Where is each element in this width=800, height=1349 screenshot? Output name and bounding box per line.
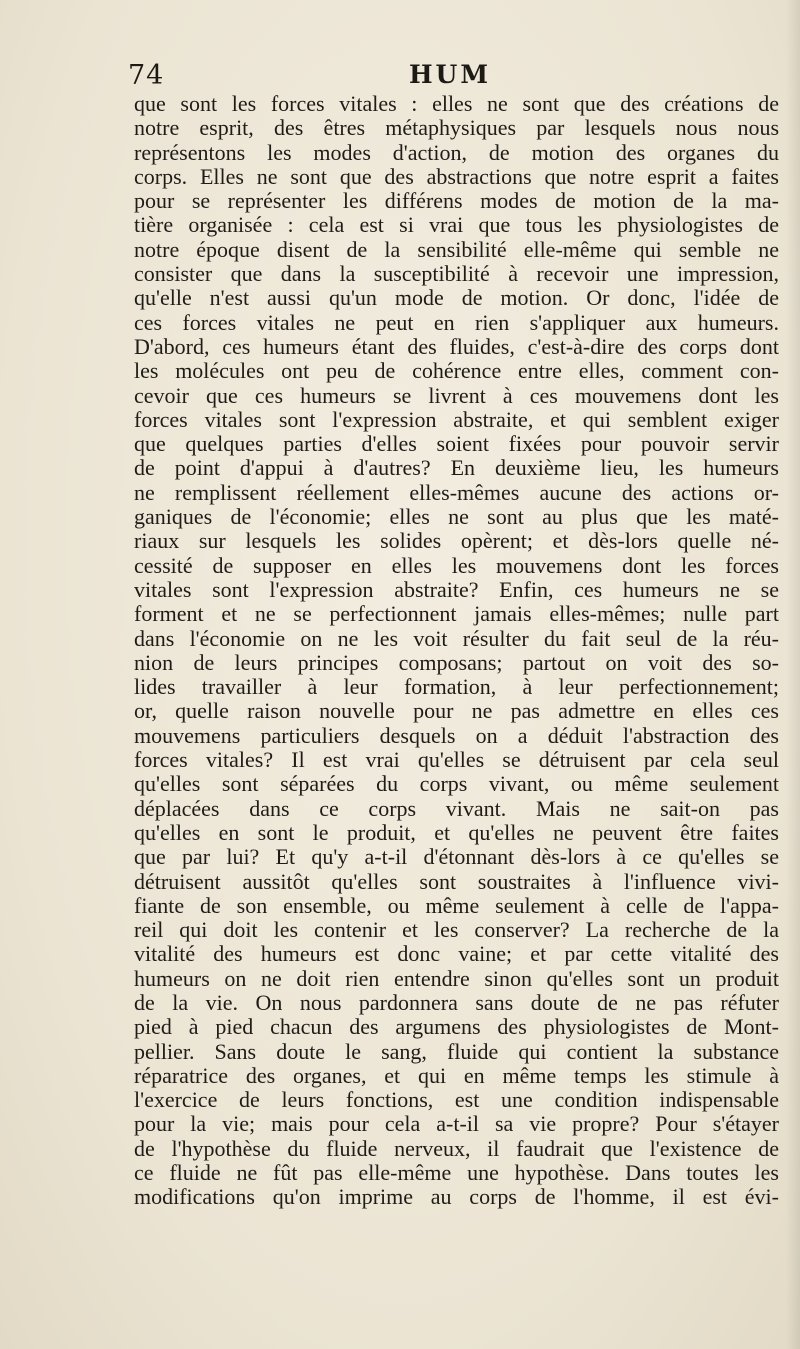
text-line: humeurs on ne doit rien entendre sinon qu'elles sont un produit (134, 965, 779, 991)
page-edge-shadow (786, 0, 800, 1349)
text-line: que quelques parties d'elles soient fixées pour pouvoir servir (134, 431, 779, 457)
text-line: ce fluide ne fût pas elle-même une hypothèse. Dans toutes les (134, 1160, 779, 1186)
text-line: cevoir que ces humeurs se livrent à ces mouvemens dont les (134, 382, 779, 408)
text-line: ganiques de l'économie; elles ne sont au plus que les maté- (134, 504, 779, 530)
text-line: ne remplissent réellement elles-mêmes aucune des actions or- (134, 479, 779, 505)
page-number: 74 (128, 60, 165, 91)
text-line: pour se représenter les différens modes de motion de la ma- (134, 188, 779, 214)
text-line: de la vie. On nous pardonnera sans doute de ne pas réfuter (134, 989, 779, 1015)
text-line: reil qui doit les contenir et les conserver? La recherche de la (134, 917, 779, 943)
text-line: notre époque disent de la sensibilité elle-même qui semble ne (134, 236, 779, 262)
text-line: de l'hypothèse du fluide nerveux, il faudrait que l'existence de (134, 1135, 779, 1161)
text-line: réparatrice des organes, et qui en même temps les stimule à (134, 1062, 779, 1088)
text-line: mouvemens particuliers desquels on a déduit l'abstraction des (134, 722, 779, 748)
text-line: lides travailler à leur formation, à leur perfectionnement; (134, 674, 779, 700)
text-line: cessité de supposer en elles les mouvemens dont les forces (134, 552, 779, 578)
text-line: qu'elles en sont le produit, et qu'elles ne peuvent être faites (134, 819, 779, 845)
text-line: ces forces vitales ne peut en rien s'appliquer aux humeurs. (134, 309, 779, 335)
text-line: D'abord, ces humeurs étant des fluides, c'est-à-dire des corps dont (134, 333, 779, 359)
text-line: représentons les modes d'action, de motion des organes du (134, 139, 779, 165)
body-text (134, 92, 779, 1210)
text-line: forces vitales? Il est vrai qu'elles se détruisent par cela seul (134, 747, 779, 773)
text-line: déplacées dans ce corps vivant. Mais ne sait-on pas (134, 795, 779, 821)
text-line: forces vitales sont l'expression abstraite, et qui semblent exiger (134, 406, 779, 432)
text-line: tière organisée : cela est si vrai que tous les physiologistes de (134, 212, 779, 238)
text-line: pour la vie; mais pour cela a-t-il sa vie propre? Pour s'étayer (134, 1111, 779, 1137)
text-line: les molécules ont peu de cohérence entre elles, comment con- (134, 358, 779, 384)
text-line: qu'elles sont séparées du corps vivant, ou même seulement (134, 771, 779, 797)
text-line: que par lui? Et qu'y a-t-il d'étonnant dès-lors à ce qu'elles se (134, 844, 779, 870)
text-line: dans l'économie on ne les voit résulter du fait seul de la réu- (134, 625, 779, 651)
text-line: fiante de son ensemble, ou même seulement à celle de l'appa- (134, 892, 779, 918)
text-line: détruisent aussitôt qu'elles sont soustraites à l'influence vivi- (134, 868, 779, 894)
text-line: corps. Elles ne sont que des abstractions que notre esprit a faites (134, 163, 779, 189)
text-line: pied à pied chacun des argumens des physiologistes de Mont- (134, 1014, 779, 1040)
text-line: forment et ne se perfectionnent jamais elles-mêmes; nulle part (134, 601, 779, 627)
page-header (120, 58, 780, 92)
text-line: pellier. Sans doute le sang, fluide qui contient la substance (134, 1038, 779, 1064)
text-line: riaux sur lesquels les solides opèrent; et dès-lors quelle né- (134, 528, 779, 554)
text-line: de point d'appui à d'autres? En deuxième lieu, les humeurs (134, 455, 779, 481)
text-line: or, quelle raison nouvelle pour ne pas admettre en elles ces (134, 698, 779, 724)
text-line: vitalité des humeurs est donc vaine; et par cette vitalité des (134, 941, 779, 967)
text-line: nion de leurs principes composans; partout on voit des so- (134, 649, 779, 675)
text-line: l'exercice de leurs fonctions, est une condition indispensable (134, 1087, 779, 1113)
text-line: modifications qu'on imprime au corps de l'homme, il est évi- (134, 1184, 779, 1210)
text-line: vitales sont l'expression abstraite? Enfin, ces humeurs ne se (134, 576, 779, 602)
text-line: notre esprit, des êtres métaphysiques par lesquels nous nous (134, 115, 779, 141)
text-line: qu'elle n'est aussi qu'un mode de motion. Or donc, l'idée de (134, 285, 779, 311)
running-head: HUM (408, 60, 492, 89)
text-line: consister que dans la susceptibilité à recevoir une impression, (134, 261, 779, 287)
text-line: que sont les forces vitales : elles ne sont que des créations de (134, 91, 779, 116)
